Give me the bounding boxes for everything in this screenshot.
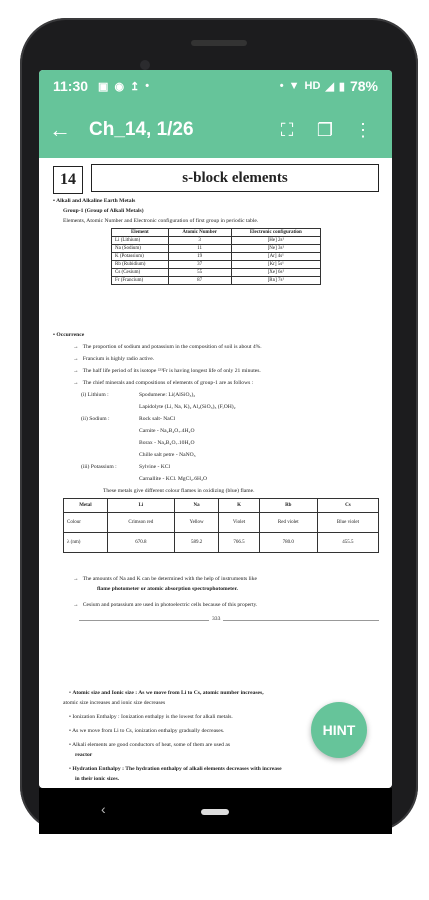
table-header: Electronic configuration [231, 229, 320, 237]
network-type: HD [304, 80, 321, 92]
page-divider [79, 620, 379, 621]
copy-icon[interactable]: ❐ [316, 119, 334, 140]
mineral-label: (iii) Potassium : [81, 464, 117, 470]
occurrence-line: → The chief minerals and compositions of elements of group-1 are as follows : [73, 380, 254, 386]
table-header: Li [107, 499, 174, 513]
section-heading: • Alkali and Alkaline Earth Metals [53, 198, 136, 204]
next-page-line: • Ionization Enthalpy : Ionization enthalpy is the lowest for alkali metals. [69, 714, 233, 720]
table-row: Colour Crimson red Yellow Violet Red violet Blue violet [64, 513, 379, 533]
pdf-page [39, 158, 392, 788]
nav-home-pill[interactable] [201, 809, 229, 815]
table-header: K [219, 499, 259, 513]
navigation-bar [39, 788, 392, 834]
next-page-line: • Alkali elements are good conductors of heat, some of them are used as [69, 742, 231, 748]
table-row [64, 499, 379, 513]
front-camera [140, 60, 150, 70]
mineral-item: Chille salt petre - NaNO₃ [139, 452, 196, 458]
status-bar [39, 70, 392, 102]
table-row: Rb (Rubidium) 37 [Kr] 5s¹ [112, 261, 321, 269]
table-header: Metal [64, 499, 108, 513]
page-title: Ch_14, 1/26 [89, 119, 194, 140]
next-page-line: reactor [75, 752, 93, 758]
table-header: Element [112, 229, 169, 237]
table-row: Li (Lithium) 3 [He] 2s¹ [112, 237, 321, 245]
battery-percent: 78% [349, 78, 378, 94]
note-line-bold: flame photometer or atomic absorption spectrophotometer. [97, 586, 238, 592]
config-table [111, 228, 321, 285]
mineral-item: Sylvine - KCl [139, 464, 171, 470]
signal-icon: ◢ [325, 80, 334, 93]
occurrence-heading: • Occurrence [53, 332, 85, 338]
table-row: λ (nm) 670.8 589.2 766.5 780.0 455.5 [64, 533, 379, 553]
earpiece-speaker [191, 40, 247, 46]
mineral-item: Carnallite - KCl. MgCl₂.6H₂O [139, 476, 208, 482]
table-row: Cs (Cesium) 55 [Xe] 6s¹ [112, 269, 321, 277]
next-page-line: • Atomic size and Ionic size : As we move from Li to Cs, atomic number increases, [69, 690, 264, 696]
next-page-line: in their ionic sizes. [75, 776, 120, 782]
note-line: → Cesium and potassium are used in photoelectric cells because of this property. [73, 602, 258, 608]
next-page-line: • As we move from Li to Cs, ionization enthalpy gradually decreases. [69, 728, 225, 734]
notification-icons [98, 80, 149, 93]
next-page-line: • Hydration Enthalpy : The hydration enthalpy of alkali elements decreases with increase [69, 766, 282, 772]
table-header: Atomic Number [168, 229, 231, 237]
table-row: Na (Sodium) 11 [Ne] 3s¹ [112, 245, 321, 253]
occurrence-line: → The half life period of its isotope ²²³Fr is having longest life of only 21 minutes. [73, 368, 261, 374]
fullscreen-icon[interactable]: ⛶ [280, 119, 294, 140]
chapter-number: 14 [53, 166, 83, 194]
table-row [112, 229, 321, 237]
wifi-icon: ▼ [288, 80, 300, 92]
mineral-label: (ii) Sodium : [81, 416, 110, 422]
back-arrow-icon[interactable]: ← [49, 117, 71, 142]
flame-intro: These metals give different colour flames in oxidizing (blue) flame. [103, 488, 255, 494]
battery-icon: ▮ [338, 80, 345, 93]
media-icon: ◉ [114, 80, 125, 93]
more-options-icon[interactable]: ⋮ [354, 119, 372, 140]
dot-icon: • [145, 80, 150, 92]
flame-table [63, 498, 379, 553]
note-line: → The amounts of Na and K can be determined with the help of instruments like [73, 576, 257, 582]
mineral-item: Carnite - Na₂B₄O₇.4H₂O [139, 428, 195, 434]
table-row: K (Potassium) 19 [Ar] 4s¹ [112, 253, 321, 261]
status-time: 11:30 [53, 78, 89, 94]
mineral-item: Spodumene: Li(AlSiO₃)₂ [139, 392, 196, 398]
mineral-item: Lapidolyte (Li, Na, K)₂ Al₂(SiO₃)₃ (F,OH)₂ [139, 404, 236, 410]
hint-button[interactable]: HINT [311, 702, 367, 758]
occurrence-line: → Francium is highly radio active. [73, 356, 155, 362]
nav-back-icon[interactable]: ‹ [101, 801, 106, 817]
system-icons [280, 78, 378, 94]
table-header: Na [174, 499, 219, 513]
occurrence-line: → The proportion of sodium and potassium in the composition of soil is about 4%. [73, 344, 262, 350]
table-header: Rb [259, 499, 317, 513]
app-bar [39, 102, 392, 158]
page-number: 333 [209, 616, 223, 623]
intro-text: Elements, Atomic Number and Electronic configuration of first group in periodic table. [63, 218, 259, 224]
next-page-line: atomic size increases and ionic size decreases [63, 700, 166, 706]
upload-icon: ↥ [130, 80, 140, 93]
mineral-item: Borax - Na₂B₄O₇.10H₂O [139, 440, 195, 446]
message-icon: ▣ [98, 80, 109, 93]
app-screen [39, 70, 392, 788]
group-heading: Group-1 (Group of Alkali Metals) [63, 208, 144, 214]
dot-icon: • [279, 80, 284, 92]
mineral-label: (i) Lithium : [81, 392, 109, 398]
table-header: Cs [317, 499, 378, 513]
mineral-item: Rock salt- NaCl [139, 416, 176, 422]
table-row: Fr (Francium) 87 [Rn] 7s¹ [112, 277, 321, 285]
chapter-title: s-block elements [91, 164, 379, 192]
